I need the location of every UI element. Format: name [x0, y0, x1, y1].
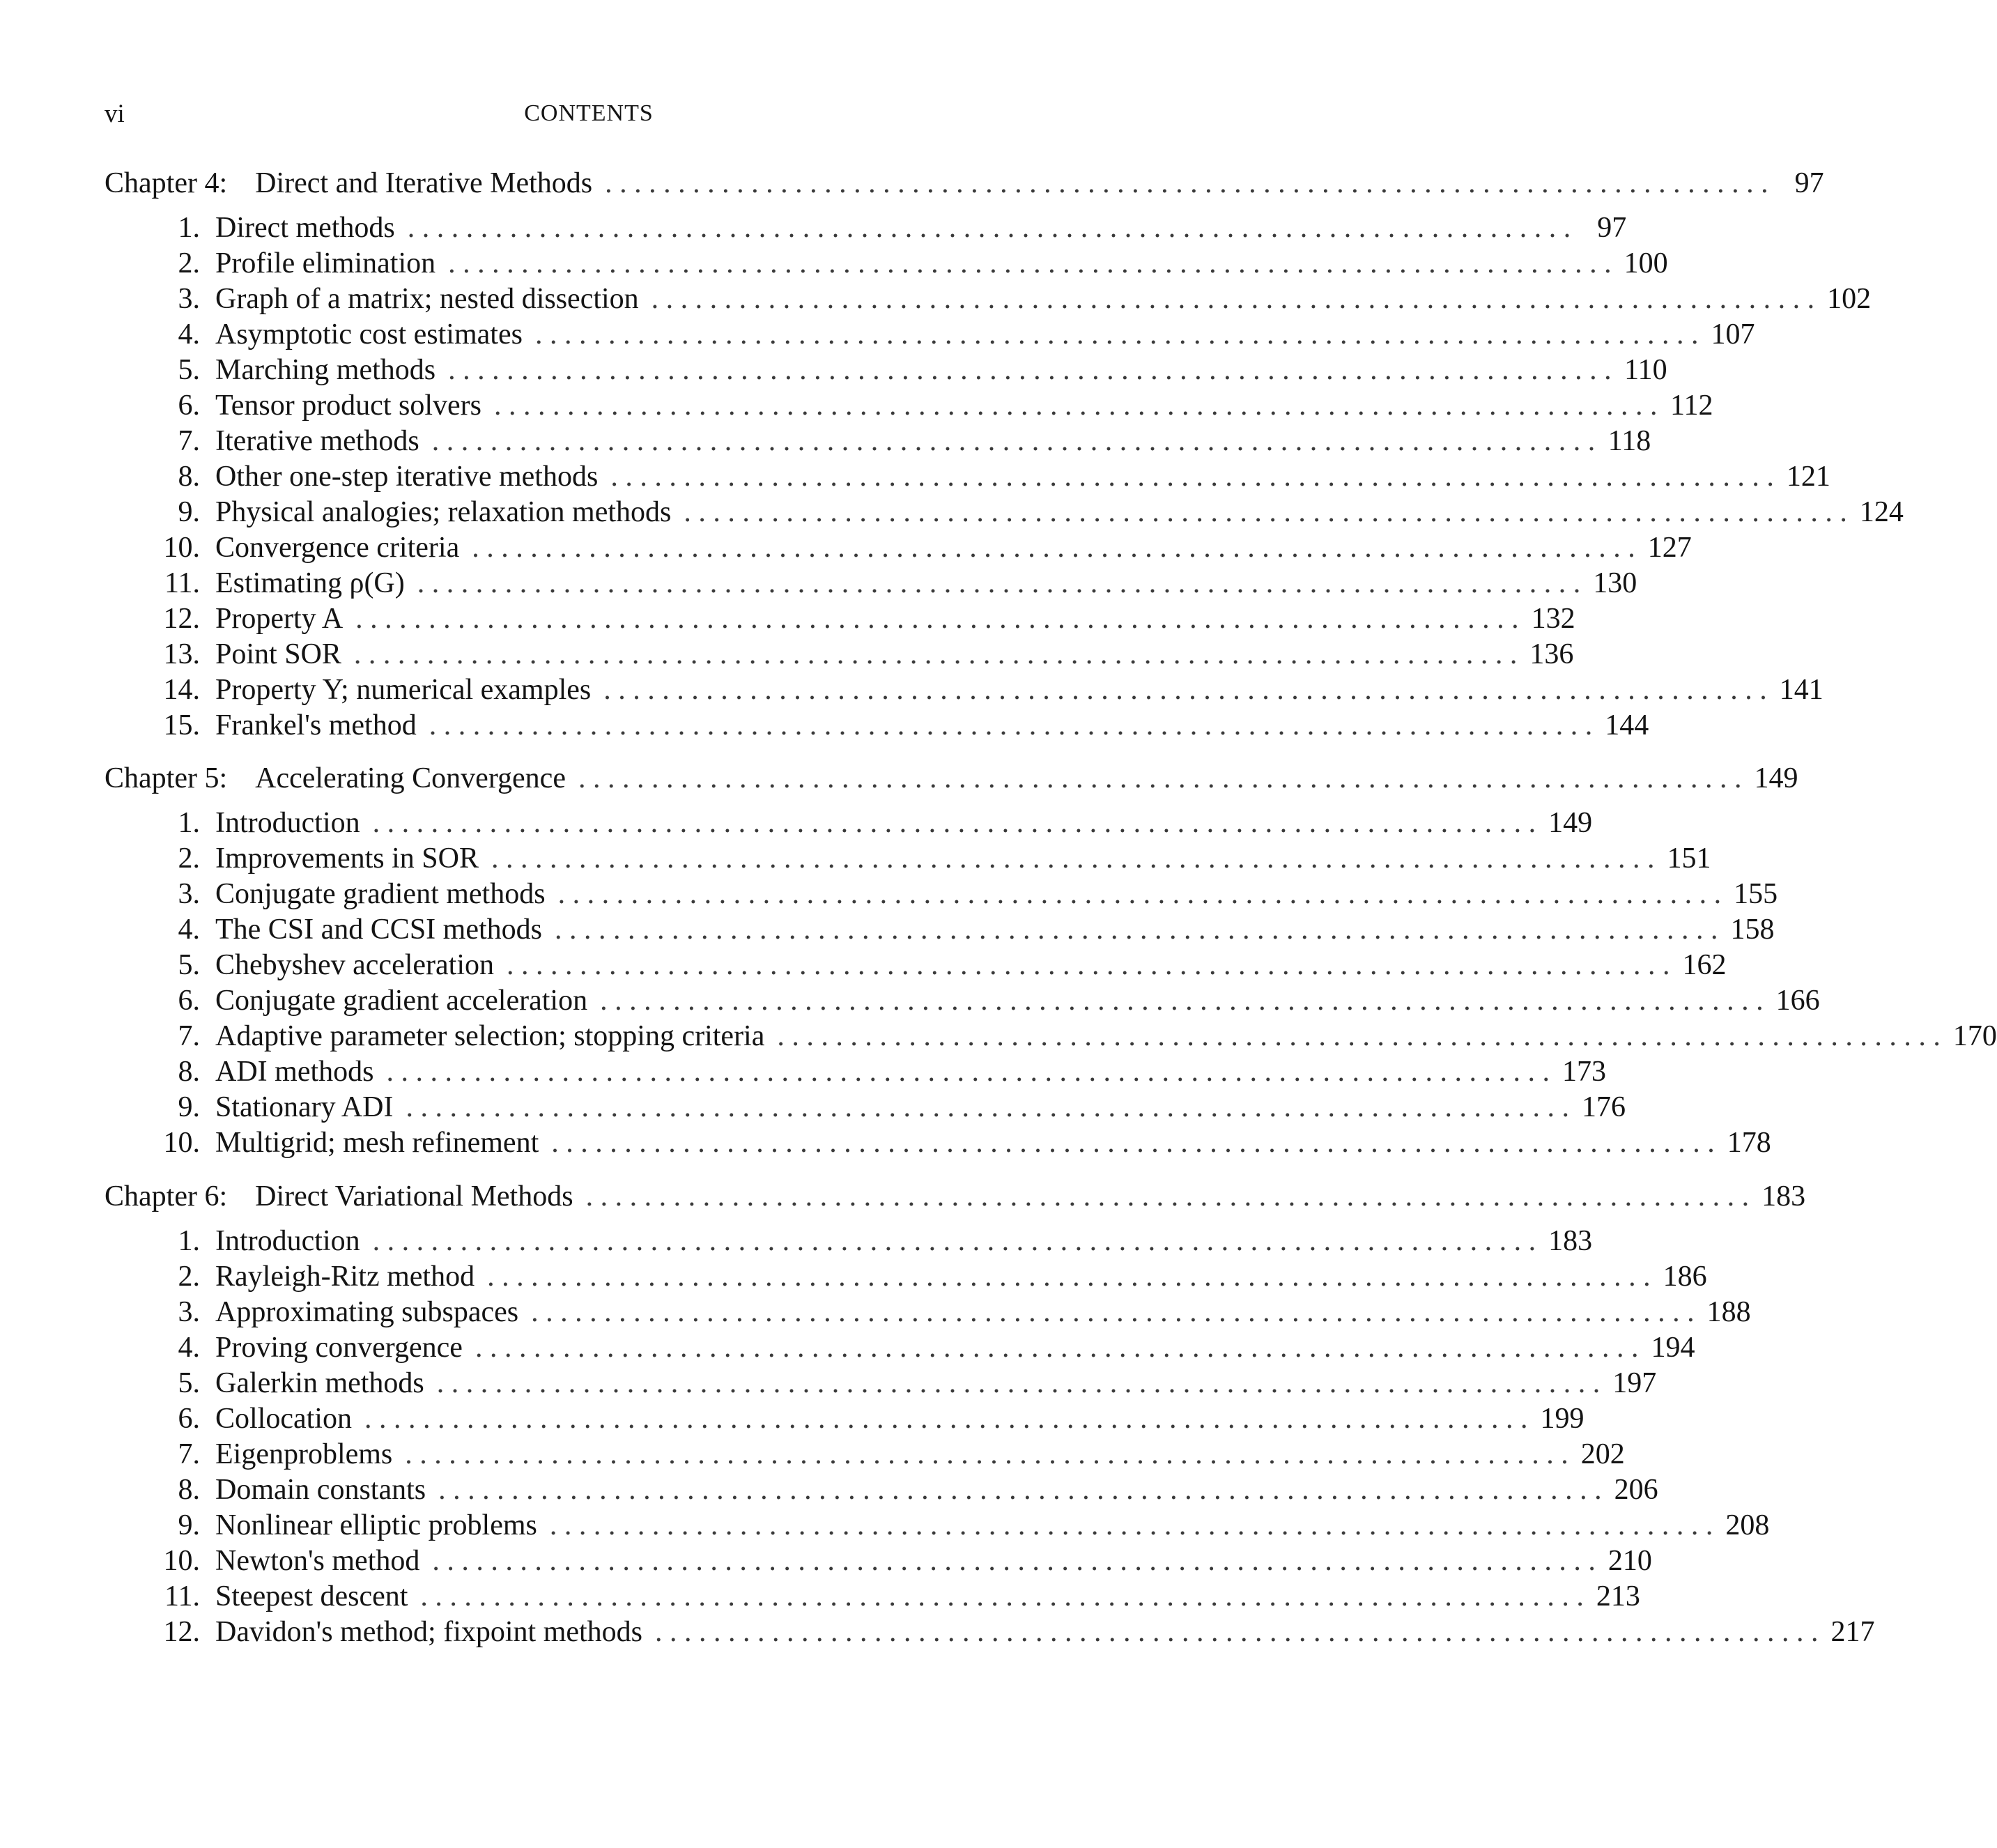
dot-leader: . . . . . . . . . . . . . . . . . . . . . . . . . . . . . . . . . . . . . . . . . . . . . . . . . . . . . . . . . . . . . . . . . . . . . . . . . . . . . . . .	[353, 638, 1518, 670]
page-number: 183	[1548, 1225, 1593, 1257]
toc-entry	[105, 1472, 1658, 1508]
page-number: 127	[1647, 532, 1692, 564]
dot-leader: . . . . . . . . . . . . . . . . . . . . . . . . . . . . . . . . . . . . . . . . . . . . . . . . . . . . . . . . . . . . . . . . . . . . . . . . . . . . . . . .	[610, 461, 1774, 493]
toc-chapter-heading	[105, 761, 1798, 796]
page-number: 197	[1612, 1367, 1657, 1399]
section-title: Steepest descent	[215, 1580, 408, 1612]
page-number: 121	[1786, 461, 1830, 493]
toc-entry	[105, 1615, 1875, 1650]
page-number: 194	[1651, 1332, 1695, 1364]
page-number: 158	[1730, 914, 1775, 946]
section-number: 3.	[178, 283, 200, 315]
chapter-title: Direct and Iterative Methods	[255, 167, 593, 199]
section-number: 5.	[178, 354, 200, 386]
dot-leader: . . . . . . . . . . . . . . . . . . . . . . . . . . . . . . . . . . . . . . . . . . . . . . . . . . . . . . . . . . . . . . . . . . . . . . . . . . . . . . . .	[417, 567, 1581, 599]
toc-entry	[105, 424, 1651, 459]
section-number: 6.	[178, 390, 200, 422]
page-number: 206	[1614, 1474, 1658, 1506]
toc-entry	[105, 317, 1755, 353]
page-number: 112	[1670, 390, 1713, 422]
dot-leader: . . . . . . . . . . . . . . . . . . . . . . . . . . . . . . . . . . . . . . . . . . . . . . . . . . . . . . . . . . . . . . . . . . . . . . . . . . . . . . . .	[655, 1616, 1819, 1648]
dot-leader: . . . . . . . . . . . . . . . . . . . . . . . . . . . . . . . . . . . . . . . . . . . . . . . . . . . . . . . . . . . . . . . . . . . . . . . . . . . . . . . .	[448, 247, 1612, 279]
dot-leader: . . . . . . . . . . . . . . . . . . . . . . . . . . . . . . . . . . . . . . . . . . . . . . . . . . . . . . . . . . . . . . . . . . . . . . . . . . . . . . . .	[555, 914, 1718, 946]
dot-leader: . . . . . . . . . . . . . . . . . . . . . . . . . . . . . . . . . . . . . . . . . . . . . . . . . . . . . . . . . . . . . . . . . . . . . . . . . . . . . . . .	[506, 949, 1670, 981]
section-title: Property A	[215, 603, 344, 635]
section-number: 9.	[178, 1091, 200, 1123]
toc-entry	[105, 1125, 1771, 1161]
page-number: 151	[1667, 842, 1711, 875]
page-number: 170	[1952, 1020, 1997, 1052]
page-number: 124	[1859, 496, 1904, 528]
toc-entry	[105, 530, 1692, 566]
page-number: 176	[1581, 1091, 1626, 1123]
section-number: 4.	[178, 914, 200, 946]
dot-leader: . . . . . . . . . . . . . . . . . . . . . . . . . . . . . . . . . . . . . . . . . . . . . . . . . . . . . . . . . . . . . . . . . . . . . . . . . . . . . . . .	[534, 318, 1699, 351]
dot-leader: . . . . . . . . . . . . . . . . . . . . . . . . . . . . . . . . . . . . . . . . . . . . . . . . . . . . . . . . . . . . . . . . . . . . . . . . . . . . . . . .	[355, 603, 1519, 635]
toc-chapter-6	[105, 1179, 1875, 1650]
section-title: Davidon's method; fixpoint methods	[215, 1616, 643, 1648]
section-title: Newton's method	[215, 1545, 420, 1577]
chapter-label: Chapter 4:	[105, 167, 228, 199]
section-title: Nonlinear elliptic problems	[215, 1509, 537, 1541]
toc-chapter-heading	[105, 166, 1824, 201]
toc-entry	[105, 388, 1713, 424]
toc-entry	[105, 637, 1574, 672]
page-number: 149	[1754, 762, 1798, 794]
page-number: 149	[1548, 807, 1593, 839]
section-number: 11.	[164, 567, 200, 599]
page-number: 208	[1725, 1509, 1770, 1541]
dot-leader: . . . . . . . . . . . . . . . . . . . . . . . . . . . . . . . . . . . . . . . . . . . . . . . . . . . . . . . . . . . . . . . . . . . . . . . . . . . . . . . .	[472, 532, 1635, 564]
dot-leader: . . . . . . . . . . . . . . . . . . . . . . . . . . . . . . . . . . . . . . . . . . . . . . . . . . . . . . . . . . . . . . . . . . . . . . . . . . . . . . . .	[364, 1403, 1528, 1435]
section-title: Improvements in SOR	[215, 842, 479, 875]
page-number: 132	[1531, 603, 1575, 635]
section-title: Stationary ADI	[215, 1091, 394, 1123]
toc-entry	[105, 1330, 1695, 1366]
dot-leader: . . . . . . . . . . . . . . . . . . . . . . . . . . . . . . . . . . . . . . . . . . . . . . . . . . . . . . . . . . . . . . . . . . . . . . . . . . . . . . . .	[605, 167, 1768, 199]
section-number: 9.	[178, 496, 200, 528]
page-number: 97	[1597, 212, 1627, 244]
section-number: 8.	[178, 1474, 200, 1506]
page-number: 130	[1593, 567, 1637, 599]
dot-leader: . . . . . . . . . . . . . . . . . . . . . . . . . . . . . . . . . . . . . . . . . . . . . . . . . . . . . . . . . . . . . . . . . . . . . . . . . . . . . . . .	[432, 1545, 1596, 1577]
page-number: 186	[1663, 1261, 1707, 1293]
section-title: Collocation	[215, 1403, 352, 1435]
page-number: 100	[1624, 247, 1668, 279]
chapter-title: Direct Variational Methods	[255, 1180, 573, 1212]
dot-leader: . . . . . . . . . . . . . . . . . . . . . . . . . . . . . . . . . . . . . . . . . . . . . . . . . . . . . . . . . . . . . . . . . . . . . . . . . . . . . . . .	[603, 674, 1767, 706]
page-number: 118	[1607, 425, 1651, 457]
section-number: 8.	[178, 1056, 200, 1088]
section-title: Chebyshev acceleration	[215, 949, 494, 981]
dot-leader: . . . . . . . . . . . . . . . . . . . . . . . . . . . . . . . . . . . . . . . . . . . . . . . . . . . . . . . . . . . . . . . . . . . . . . . . . . . . . . . .	[578, 762, 1742, 794]
section-title: Marching methods	[215, 354, 436, 386]
toc-entry	[105, 495, 1904, 530]
page-number: 173	[1562, 1056, 1606, 1088]
page-number: 213	[1596, 1580, 1640, 1612]
section-number: 2.	[178, 842, 200, 875]
section-title: Other one-step iterative methods	[215, 461, 599, 493]
toc-entry	[105, 1366, 1657, 1401]
section-title: Domain constants	[215, 1474, 426, 1506]
toc-entry	[105, 983, 1820, 1019]
page-number: 107	[1711, 318, 1755, 351]
section-title: Direct methods	[215, 212, 395, 244]
dot-leader: . . . . . . . . . . . . . . . . . . . . . . . . . . . . . . . . . . . . . . . . . . . . . . . . . . . . . . . . . . . . . . . . . . . . . . . . . . . . . . . .	[406, 1091, 1569, 1123]
section-number: 4.	[178, 1332, 200, 1364]
dot-leader: . . . . . . . . . . . . . . . . . . . . . . . . . . . . . . . . . . . . . . . . . . . . . . . . . . . . . . . . . . . . . . . . . . . . . . . . . . . . . . . .	[372, 1225, 1536, 1257]
dot-leader: . . . . . . . . . . . . . . . . . . . . . . . . . . . . . . . . . . . . . . . . . . . . . . . . . . . . . . . . . . . . . . . . . . . . . . . . . . . . . . . .	[557, 878, 1722, 910]
toc-entry	[105, 1579, 1640, 1615]
page-number: 199	[1540, 1403, 1585, 1435]
chapter-label: Chapter 6:	[105, 1180, 228, 1212]
page-number: 210	[1607, 1545, 1652, 1577]
section-title: Multigrid; mesh refinement	[215, 1127, 539, 1159]
toc-entry	[105, 353, 1667, 388]
toc-entry	[105, 1437, 1625, 1472]
section-title: Tensor product solvers	[215, 390, 481, 422]
dot-leader: . . . . . . . . . . . . . . . . . . . . . . . . . . . . . . . . . . . . . . . . . . . . . . . . . . . . . . . . . . . . . . . . . . . . . . . . . . . . . . . .	[372, 807, 1536, 839]
section-title: Property Y; numerical examples	[215, 674, 592, 706]
toc-entry	[105, 1259, 1707, 1295]
page-number: 202	[1580, 1438, 1625, 1470]
toc-entry	[105, 1054, 1606, 1090]
section-title: Adaptive parameter selection; stopping criteria	[215, 1020, 765, 1052]
toc-entry	[105, 246, 1668, 282]
section-title: Conjugate gradient methods	[215, 878, 546, 910]
page-number: 162	[1682, 949, 1727, 981]
section-number: 6.	[178, 985, 200, 1017]
section-number: 13.	[163, 638, 200, 670]
section-number: 8.	[178, 461, 200, 493]
dot-leader: . . . . . . . . . . . . . . . . . . . . . . . . . . . . . . . . . . . . . . . . . . . . . . . . . . . . . . . . . . . . . . . . . . . . . . . . . . . . . . . .	[436, 1367, 1601, 1399]
dot-leader: . . . . . . . . . . . . . . . . . . . . . . . . . . . . . . . . . . . . . . . . . . . . . . . . . . . . . . . . . . . . . . . . . . . . . . . . . . . . . . . .	[549, 1509, 1713, 1541]
section-title: Iterative methods	[215, 425, 419, 457]
section-number: 7.	[178, 1438, 200, 1470]
toc-entry	[105, 948, 1727, 983]
dot-leader: . . . . . . . . . . . . . . . . . . . . . . . . . . . . . . . . . . . . . . . . . . . . . . . . . . . . . . . . . . . . . . . . . . . . . . . . . . . . . . . .	[407, 212, 1571, 244]
section-number: 2.	[178, 1261, 200, 1293]
section-title: ADI methods	[215, 1056, 374, 1088]
toc-entry	[105, 282, 1872, 317]
section-title: Introduction	[215, 1225, 360, 1257]
page-header-title: CONTENTS	[524, 100, 654, 126]
section-number: 7.	[178, 1020, 200, 1052]
dot-leader: . . . . . . . . . . . . . . . . . . . . . . . . . . . . . . . . . . . . . . . . . . . . . . . . . . . . . . . . . . . . . . . . . . . . . . . . . . . . . . . .	[448, 354, 1612, 386]
toc-entry	[105, 1019, 1997, 1054]
section-number: 3.	[178, 878, 200, 910]
dot-leader: . . . . . . . . . . . . . . . . . . . . . . . . . . . . . . . . . . . . . . . . . . . . . . . . . . . . . . . . . . . . . . . . . . . . . . . . . . . . . . . .	[431, 425, 1596, 457]
running-head	[105, 99, 1073, 134]
page-number: 183	[1761, 1180, 1806, 1212]
dot-leader: . . . . . . . . . . . . . . . . . . . . . . . . . . . . . . . . . . . . . . . . . . . . . . . . . . . . . . . . . . . . . . . . . . . . . . . . . . . . . . . .	[651, 283, 1815, 315]
toc-chapter-5	[105, 761, 1997, 1161]
page-number: 110	[1624, 354, 1667, 386]
dot-leader: . . . . . . . . . . . . . . . . . . . . . . . . . . . . . . . . . . . . . . . . . . . . . . . . . . . . . . . . . . . . . . . . . . . . . . . . . . . . . . . .	[438, 1474, 1602, 1506]
dot-leader: . . . . . . . . . . . . . . . . . . . . . . . . . . . . . . . . . . . . . . . . . . . . . . . . . . . . . . . . . . . . . . . . . . . . . . . . . . . . . . . .	[493, 390, 1658, 422]
dot-leader: . . . . . . . . . . . . . . . . . . . . . . . . . . . . . . . . . . . . . . . . . . . . . . . . . . . . . . . . . . . . . . . . . . . . . . . . . . . . . . . .	[777, 1020, 1941, 1052]
toc-entry	[105, 806, 1593, 841]
chapter-title: Accelerating Convergence	[255, 762, 566, 794]
section-number: 1.	[178, 1225, 200, 1257]
page-number: 188	[1706, 1296, 1751, 1328]
toc-entry	[105, 912, 1775, 948]
dot-leader: . . . . . . . . . . . . . . . . . . . . . . . . . . . . . . . . . . . . . . . . . . . . . . . . . . . . . . . . . . . . . . . . . . . . . . . . . . . . . . . .	[551, 1127, 1715, 1159]
section-number: 7.	[178, 425, 200, 457]
section-number: 5.	[178, 1367, 200, 1399]
section-number: 15.	[163, 709, 200, 741]
section-number: 1.	[178, 212, 200, 244]
section-title: Eigenproblems	[215, 1438, 393, 1470]
section-number: 10.	[163, 532, 200, 564]
page-number: 166	[1775, 985, 1820, 1017]
section-title: Rayleigh-Ritz method	[215, 1261, 475, 1293]
toc-entry	[105, 1295, 1751, 1330]
section-number: 14.	[163, 674, 200, 706]
dot-leader: . . . . . . . . . . . . . . . . . . . . . . . . . . . . . . . . . . . . . . . . . . . . . . . . . . . . . . . . . . . . . . . . . . . . . . . . . . . . . . . .	[475, 1332, 1639, 1364]
page-number: 136	[1529, 638, 1574, 670]
toc-entry	[105, 672, 1823, 708]
section-number: 11.	[164, 1580, 200, 1612]
toc-entry	[105, 459, 1830, 495]
toc-entry	[105, 1401, 1585, 1437]
section-number: 4.	[178, 318, 200, 351]
section-number: 5.	[178, 949, 200, 981]
section-title: Conjugate gradient acceleration	[215, 985, 588, 1017]
page-number: 97	[1794, 167, 1824, 199]
section-title: Convergence criteria	[215, 532, 460, 564]
page-number: 144	[1605, 709, 1649, 741]
dot-leader: . . . . . . . . . . . . . . . . . . . . . . . . . . . . . . . . . . . . . . . . . . . . . . . . . . . . . . . . . . . . . . . . . . . . . . . . . . . . . . . .	[386, 1056, 1550, 1088]
page-folio: vi	[105, 100, 125, 128]
section-title: Graph of a matrix; nested dissection	[215, 283, 639, 315]
section-number: 2.	[178, 247, 200, 279]
dot-leader: . . . . . . . . . . . . . . . . . . . . . . . . . . . . . . . . . . . . . . . . . . . . . . . . . . . . . . . . . . . . . . . . . . . . . . . . . . . . . . . .	[684, 496, 1847, 528]
dot-leader: . . . . . . . . . . . . . . . . . . . . . . . . . . . . . . . . . . . . . . . . . . . . . . . . . . . . . . . . . . . . . . . . . . . . . . . . . . . . . . . .	[420, 1580, 1584, 1612]
toc-entry	[105, 1090, 1626, 1125]
dot-leader: . . . . . . . . . . . . . . . . . . . . . . . . . . . . . . . . . . . . . . . . . . . . . . . . . . . . . . . . . . . . . . . . . . . . . . . . . . . . . . . .	[429, 709, 1593, 741]
page-number: 217	[1830, 1616, 1875, 1648]
section-title: Galerkin methods	[215, 1367, 424, 1399]
section-number: 10.	[163, 1127, 200, 1159]
page-number: 155	[1734, 878, 1778, 910]
section-title: Introduction	[215, 807, 360, 839]
section-number: 1.	[178, 807, 200, 839]
chapter-label: Chapter 5:	[105, 762, 228, 794]
dot-leader: . . . . . . . . . . . . . . . . . . . . . . . . . . . . . . . . . . . . . . . . . . . . . . . . . . . . . . . . . . . . . . . . . . . . . . . . . . . . . . . .	[491, 842, 1655, 875]
dot-leader: . . . . . . . . . . . . . . . . . . . . . . . . . . . . . . . . . . . . . . . . . . . . . . . . . . . . . . . . . . . . . . . . . . . . . . . . . . . . . . . .	[405, 1438, 1568, 1470]
toc-entry	[105, 1224, 1593, 1259]
dot-leader: . . . . . . . . . . . . . . . . . . . . . . . . . . . . . . . . . . . . . . . . . . . . . . . . . . . . . . . . . . . . . . . . . . . . . . . . . . . . . . . .	[585, 1180, 1750, 1212]
section-number: 12.	[163, 1616, 200, 1648]
toc-entry	[105, 877, 1778, 912]
toc-entry	[105, 210, 1627, 246]
dot-leader: . . . . . . . . . . . . . . . . . . . . . . . . . . . . . . . . . . . . . . . . . . . . . . . . . . . . . . . . . . . . . . . . . . . . . . . . . . . . . . . .	[531, 1296, 1695, 1328]
section-number: 3.	[178, 1296, 200, 1328]
dot-leader: . . . . . . . . . . . . . . . . . . . . . . . . . . . . . . . . . . . . . . . . . . . . . . . . . . . . . . . . . . . . . . . . . . . . . . . . . . . . . . . .	[600, 985, 1764, 1017]
section-title: Profile elimination	[215, 247, 436, 279]
page-number: 178	[1727, 1127, 1771, 1159]
toc-chapter-4	[105, 166, 1904, 744]
toc-entry	[105, 1508, 1770, 1543]
toc-entry	[105, 708, 1649, 744]
section-title: Estimating ρ(G)	[215, 567, 405, 599]
section-title: Physical analogies; relaxation methods	[215, 496, 672, 528]
section-title: Frankel's method	[215, 709, 417, 741]
toc-entry	[105, 566, 1637, 601]
toc-entry	[105, 1543, 1652, 1579]
section-number: 10.	[163, 1545, 200, 1577]
toc-entry	[105, 841, 1711, 877]
dot-leader: . . . . . . . . . . . . . . . . . . . . . . . . . . . . . . . . . . . . . . . . . . . . . . . . . . . . . . . . . . . . . . . . . . . . . . . . . . . . . . . .	[487, 1261, 1651, 1293]
section-number: 12.	[163, 603, 200, 635]
section-title: The CSI and CCSI methods	[215, 914, 542, 946]
page-number: 102	[1827, 283, 1872, 315]
section-number: 6.	[178, 1403, 200, 1435]
toc-entry	[105, 601, 1575, 637]
toc-chapter-heading	[105, 1179, 1806, 1215]
section-title: Asymptotic cost estimates	[215, 318, 523, 351]
section-title: Approximating subspaces	[215, 1296, 519, 1328]
page-number: 141	[1779, 674, 1823, 706]
section-title: Point SOR	[215, 638, 341, 670]
section-title: Proving convergence	[215, 1332, 463, 1364]
section-number: 9.	[178, 1509, 200, 1541]
